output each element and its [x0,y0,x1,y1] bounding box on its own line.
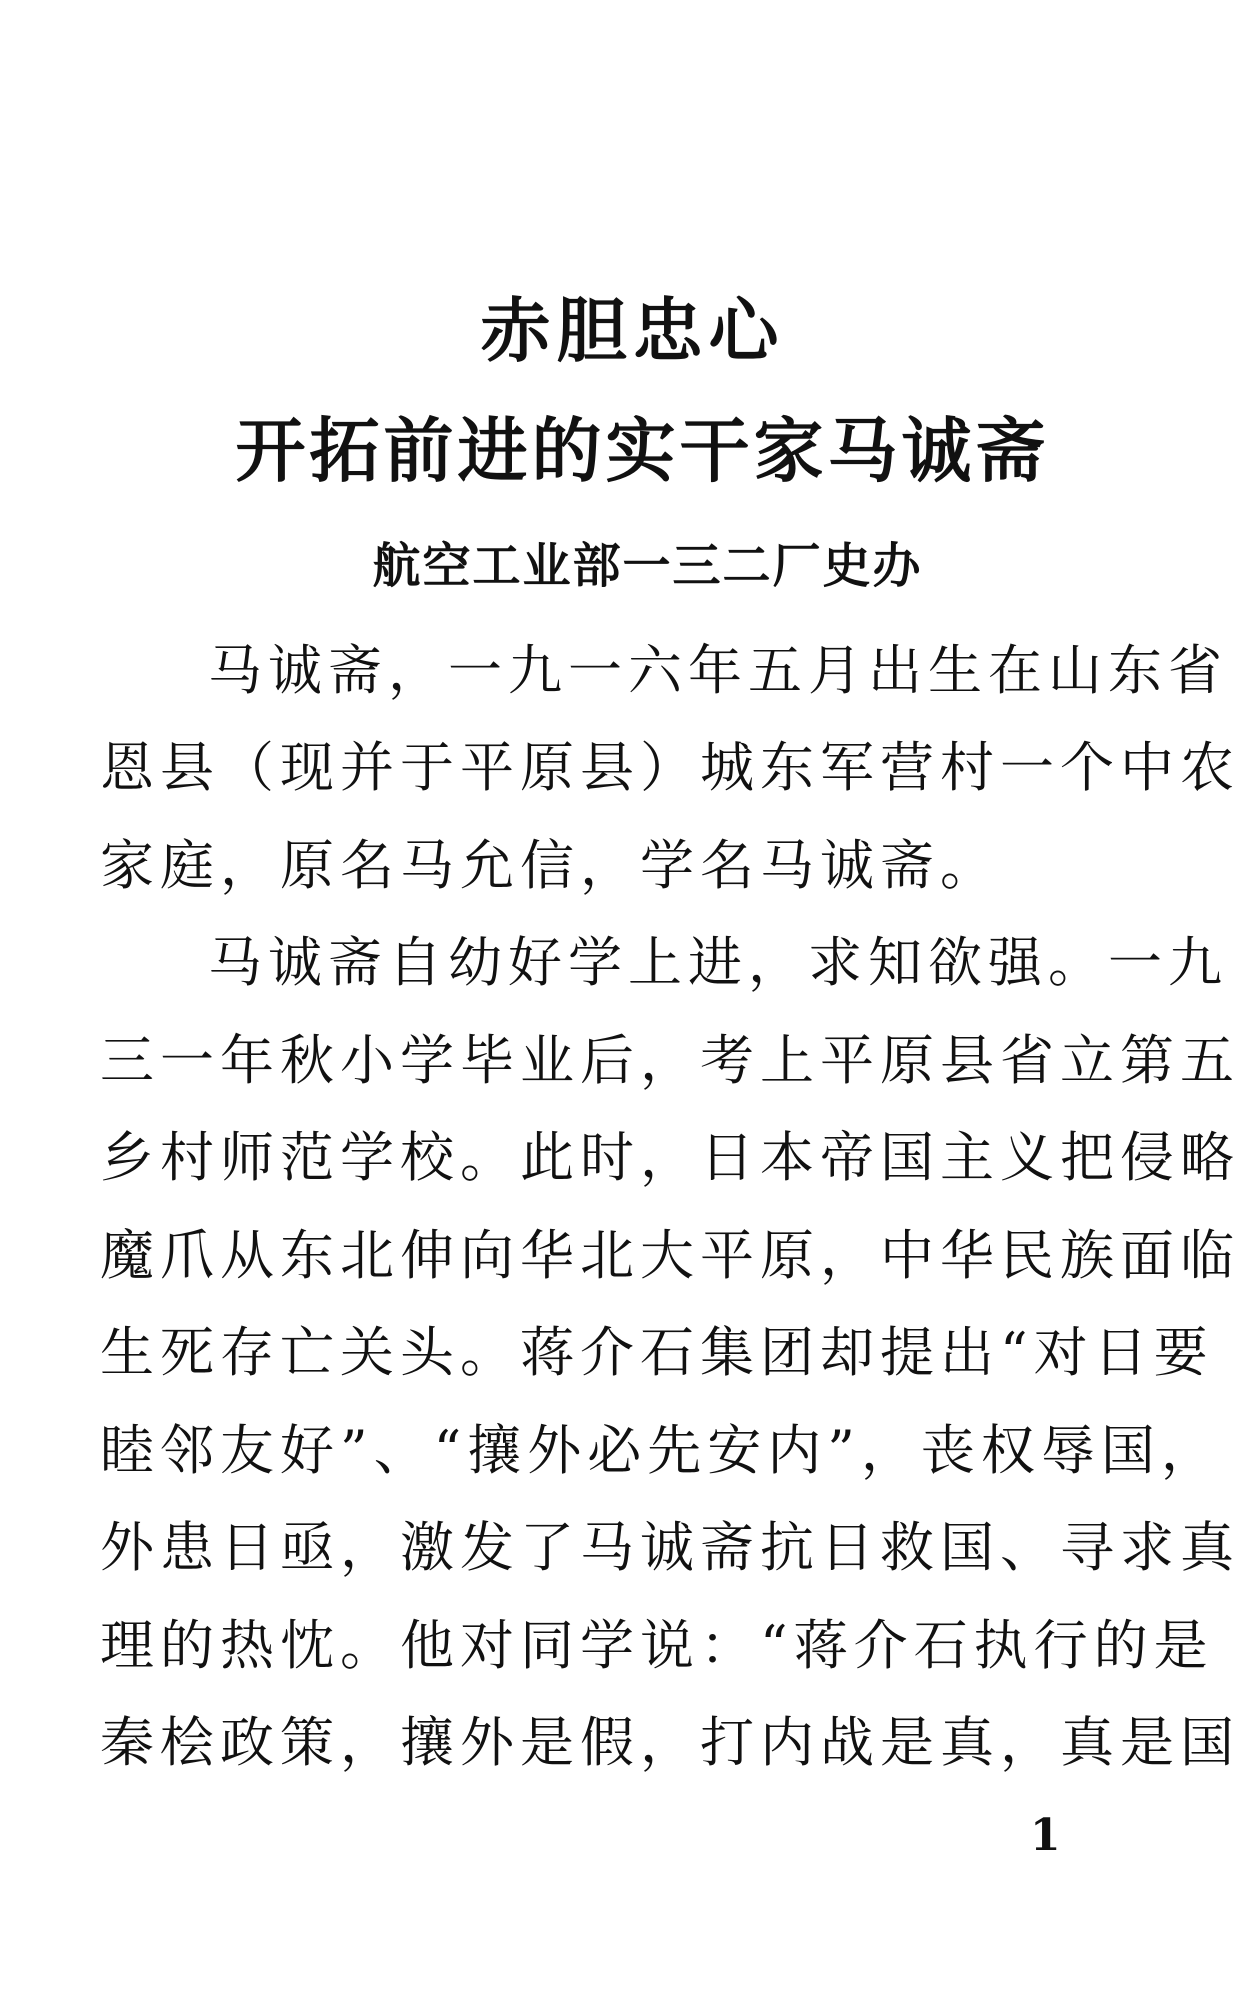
page-number: 1 [1030,1810,1061,1861]
paragraph-2-line-7: 外患日亟，激发了马诚斋抗日救国、寻求真 [100,1516,1240,1579]
paragraph-2-line-8: 理的热忱。他对同学说：“蒋介石执行的是 [100,1614,1214,1677]
paragraph-1-line-2: 恩县（现并于平原县）城东军营村一个中农 [100,736,1240,799]
paragraph-1-line-1: 马诚斋，一九一六年五月出生在山东省 [208,639,1228,702]
paragraph-2-line-9: 秦桧政策，攘外是假，打内战是真，真是国 [100,1711,1240,1774]
paragraph-2-line-3: 乡村师范学校。此时，日本帝国主义把侵略 [100,1126,1240,1189]
title-line-1: 赤胆忠心 [480,290,785,372]
title-line-2: 开拓前进的实干家马诚斋 [235,410,1050,492]
paragraph-2-line-5: 生死存亡关头。蒋介石集团却提出“对日要 [100,1321,1214,1384]
paragraph-2-line-1: 马诚斋自幼好学上进，求知欲强。一九 [208,931,1228,994]
paragraph-2-line-2: 三一年秋小学毕业后，考上平原县省立第五 [100,1029,1240,1092]
paragraph-2-line-6: 睦邻友好”、“攘外必先安内”，丧权辱国， [100,1419,1221,1482]
paragraph-2-line-4: 魔爪从东北伸向华北大平原，中华民族面临 [100,1224,1240,1287]
author-byline: 航空工业部一三二厂史办 [372,538,923,594]
paragraph-1-line-3: 家庭，原名马允信，学名马诚斋。 [100,834,1000,897]
